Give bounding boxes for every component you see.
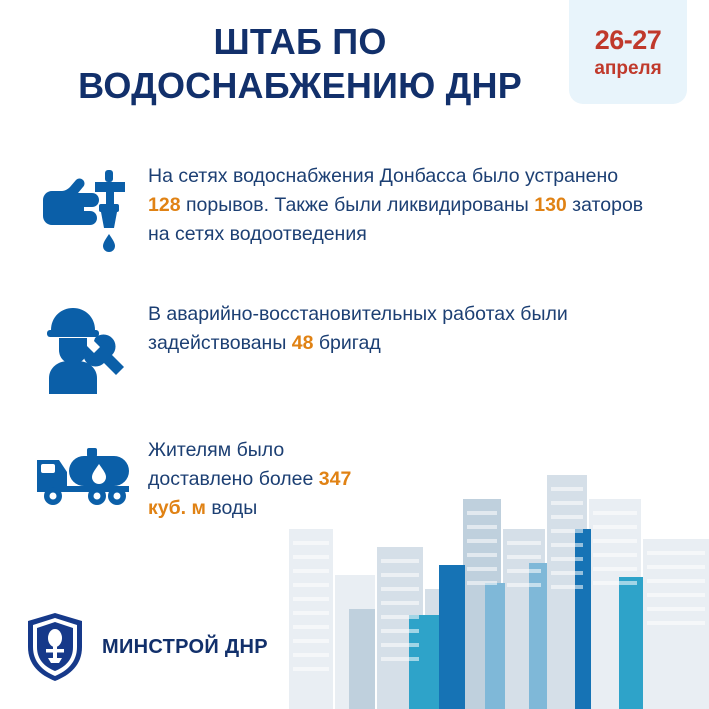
list-item-text xyxy=(148,434,709,523)
item3-text-part0: Жителям было доставлено более xyxy=(148,439,319,490)
item1-text-part2: порывов. Также были ликвидированы xyxy=(180,193,535,216)
date-badge-month: апреля xyxy=(594,57,662,79)
page-title-line-1: ШТАБ ПО xyxy=(213,21,387,62)
list-item-text xyxy=(148,298,709,358)
item3-text-part2: воды xyxy=(205,496,258,519)
page-title-line-2: ВОДОСНАБЖЕНИЮ ДНР xyxy=(78,64,522,106)
faucet-wrench-icon xyxy=(22,160,148,258)
item3-value-water-volume: 347 куб. м xyxy=(148,467,352,519)
date-badge-dates: 26-27 xyxy=(594,24,662,55)
item1-text-part0: На сетях водоснабжения Донбасса было устранено xyxy=(148,165,619,187)
item2-value-brigades: 48 xyxy=(291,331,314,354)
item2-text-part0: В аварийно-восстановительных работах были задействованы xyxy=(148,303,568,354)
water-truck-icon xyxy=(22,434,148,506)
item1-text-part4: заторов на сетях водоотведения xyxy=(148,193,644,245)
list-item-text xyxy=(148,160,709,249)
list-item xyxy=(0,434,709,523)
dnr-emblem-icon xyxy=(24,611,86,683)
date-badge xyxy=(569,0,687,104)
list-item xyxy=(0,298,709,394)
page-title xyxy=(40,20,560,108)
statistics-list xyxy=(0,160,709,547)
item1-value-breaks: 128 xyxy=(148,193,181,216)
organization-name: МИНСТРОЙ ДНР xyxy=(102,635,268,658)
footer xyxy=(24,611,268,683)
worker-wrench-icon xyxy=(22,298,148,394)
item2-text-part2: бригад xyxy=(313,331,381,354)
item1-value-blockages: 130 xyxy=(534,193,567,216)
list-item xyxy=(0,160,709,258)
